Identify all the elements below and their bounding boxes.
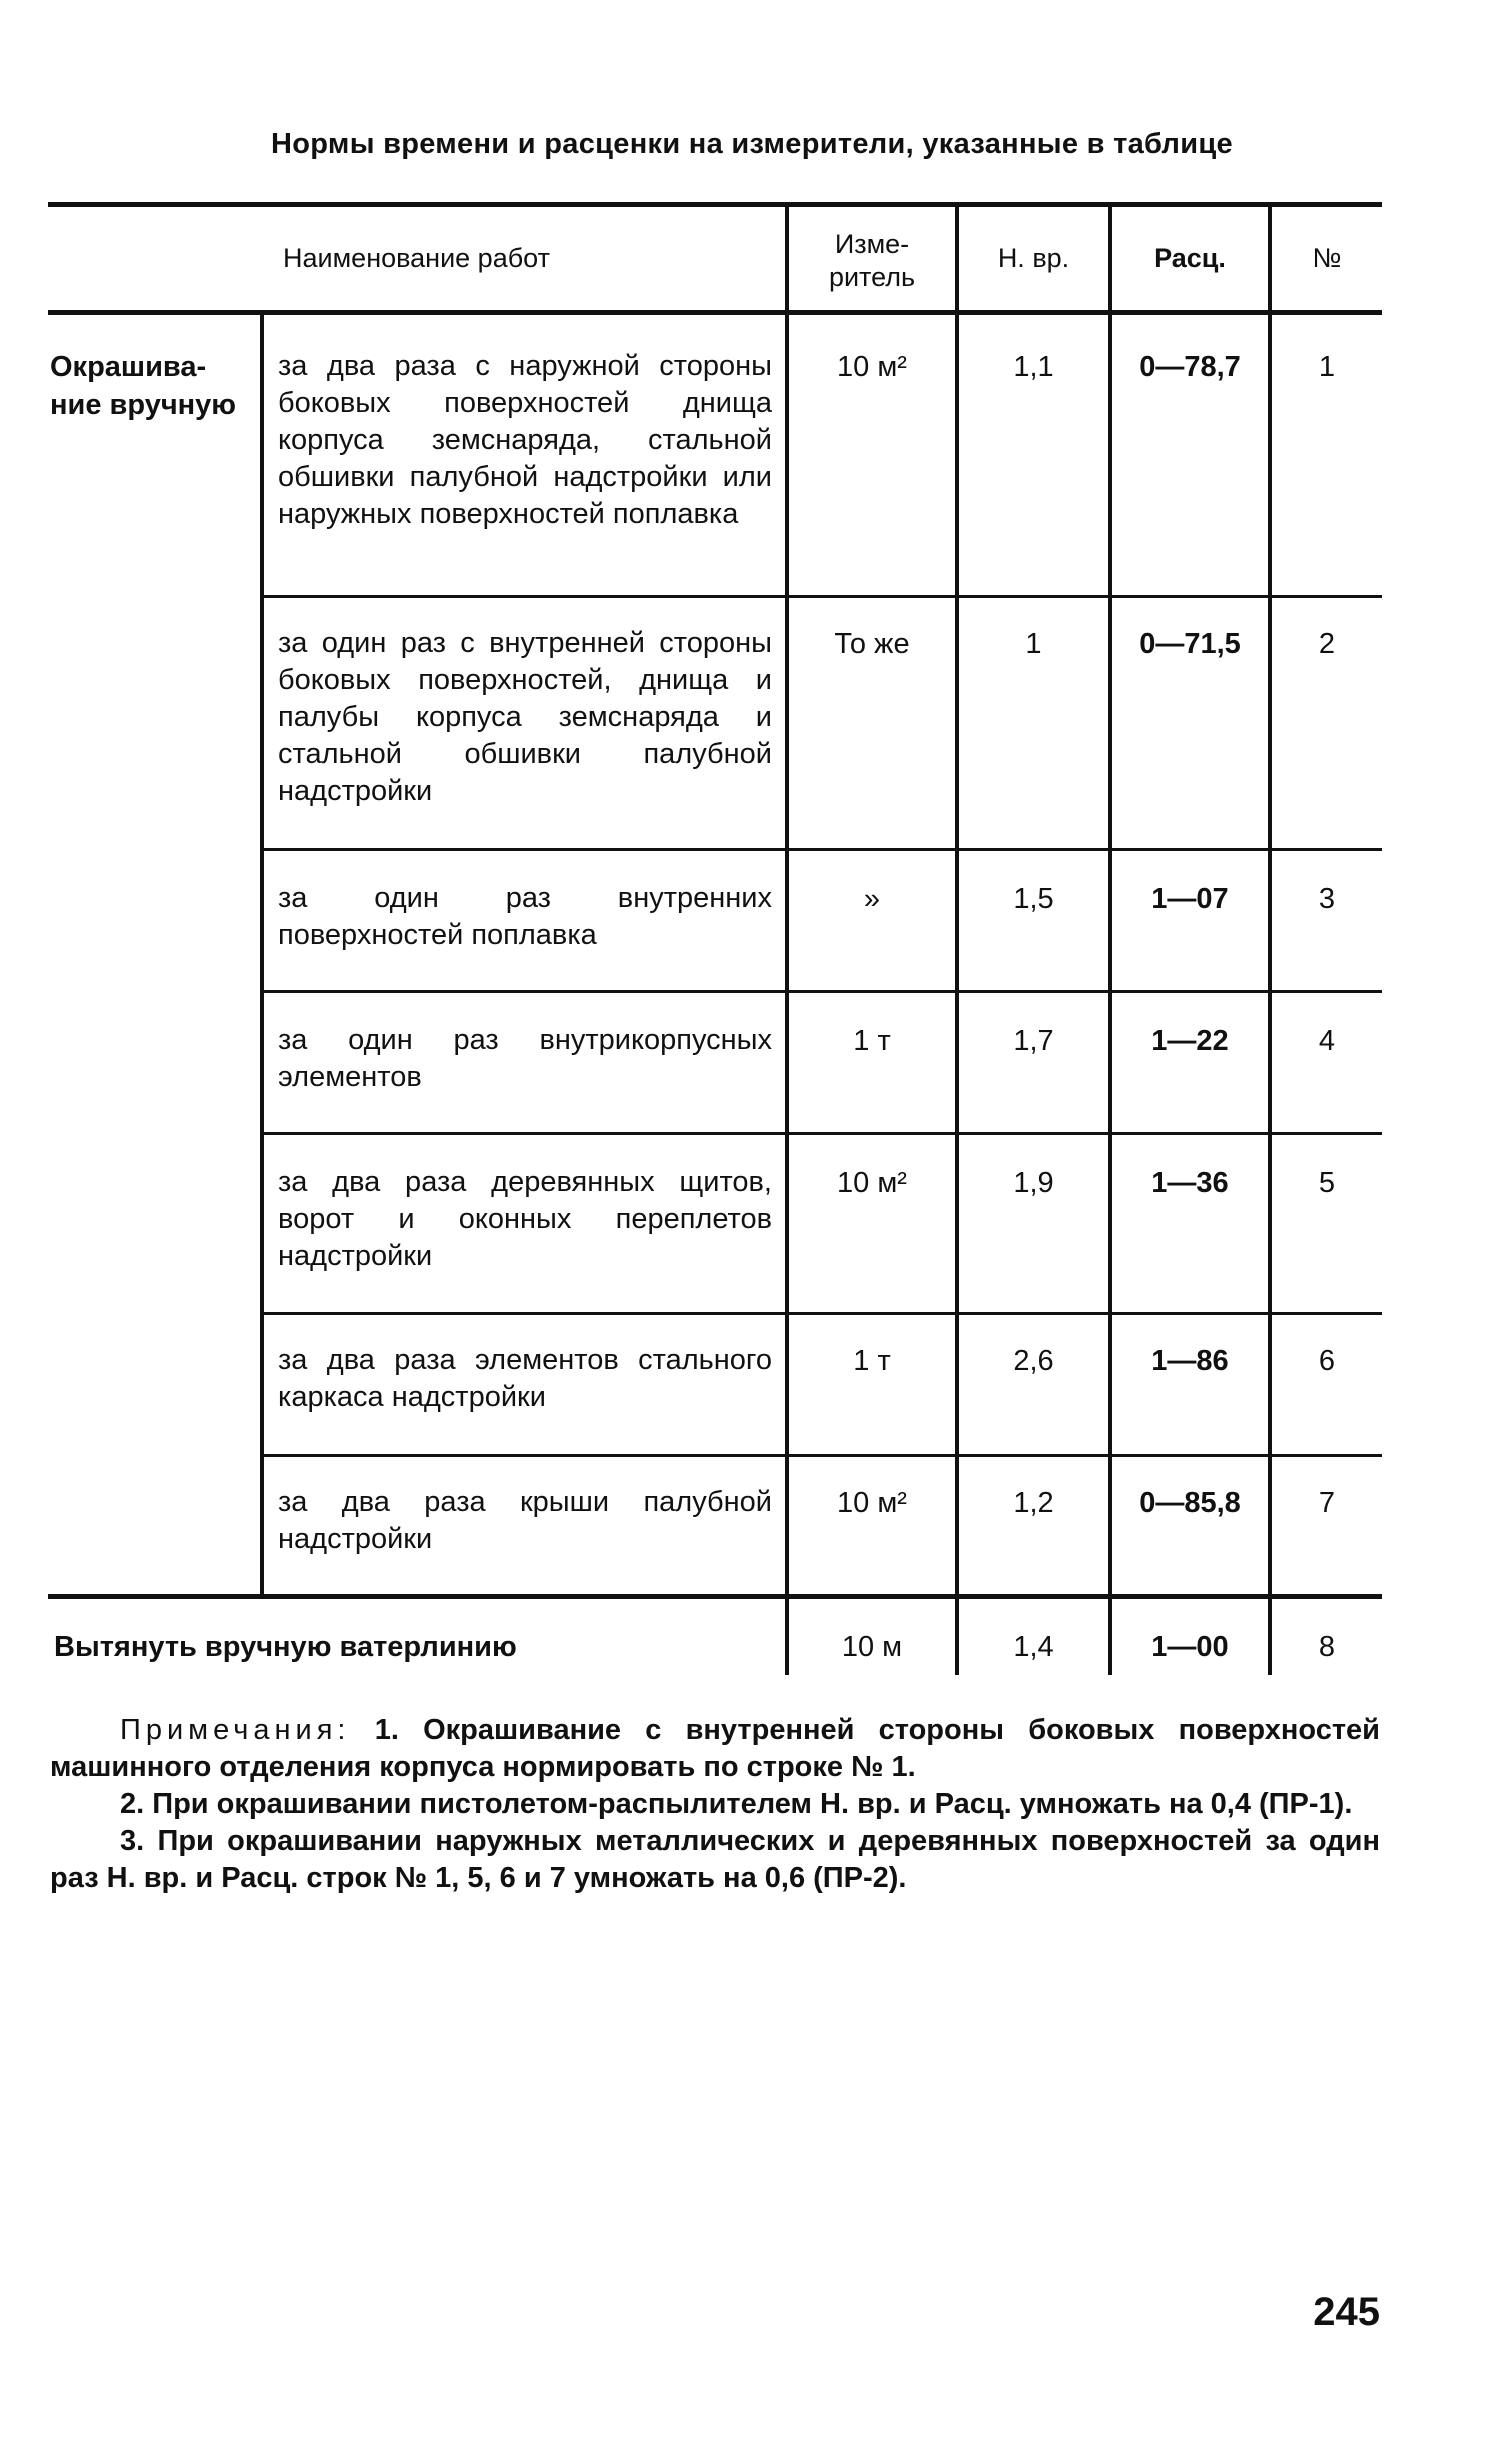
note-1 (50, 1712, 1380, 1786)
header-unit (789, 228, 955, 294)
row-4-unit: 1 т (853, 1025, 891, 1057)
row-6-rate: 1—86 (1151, 1345, 1229, 1377)
time-column-rule (955, 204, 959, 1675)
row-1-time: 1,1 (1013, 351, 1054, 383)
row-6-work: за два раза элементов стального каркаса надстройки (278, 1344, 772, 1413)
row-3-rate: 1—07 (1151, 883, 1229, 915)
row-5-num: 5 (1318, 1167, 1336, 1199)
row-7-unit: 10 м² (837, 1487, 907, 1519)
row-7-time: 1,2 (1013, 1487, 1054, 1519)
row-1-rate: 0—78,7 (1139, 351, 1241, 383)
row-7-rate: 0—85,8 (1139, 1487, 1241, 1519)
row-6-num: 6 (1318, 1345, 1336, 1377)
row-divider (260, 990, 1382, 993)
row-8-work: Вытянуть вручную ватерлинию (54, 1631, 517, 1663)
row-3-time: 1,5 (1013, 883, 1054, 915)
table-top-rule (48, 202, 1382, 207)
header-unit-line1: Изме- (834, 229, 910, 259)
row-6-unit: 1 т (853, 1345, 891, 1377)
row-divider (260, 1454, 1382, 1457)
unit-column-rule (785, 204, 789, 1675)
norms-table (48, 200, 1382, 1675)
row-8-num: 8 (1318, 1631, 1336, 1663)
row-4-time: 1,7 (1013, 1025, 1054, 1057)
row-divider (260, 1312, 1382, 1315)
group-label-line2: ние вручную (50, 389, 237, 421)
row-2-rate: 0—71,5 (1139, 628, 1241, 660)
row-1-num: 1 (1318, 351, 1336, 383)
row-2-num: 2 (1318, 628, 1336, 660)
notes-section (50, 1712, 1380, 1897)
row-divider (260, 848, 1382, 851)
group-bottom-rule (48, 1594, 1382, 1599)
row-divider (260, 595, 1382, 598)
group-column-rule (260, 312, 264, 1596)
row-4-work: за один раз внутрикорпусных элементов (278, 1024, 772, 1093)
row-2-unit: То же (834, 628, 910, 660)
note-1-text: 1. Окрашивание с внутренней стороны боковых поверхностей машинного отделения корпуса нормировать по строке № 1. (50, 1714, 1380, 1783)
num-column-rule (1268, 204, 1272, 1675)
row-7-num: 7 (1318, 1487, 1336, 1519)
header-bottom-rule (48, 310, 1382, 315)
row-5-work: за два раза деревянных щитов, ворот и оконных переплетов надстройки (278, 1166, 772, 1272)
notes-heading: Примечания: (120, 1714, 351, 1746)
group-label-line1: Окрашива- (50, 351, 207, 383)
row-4-num: 4 (1318, 1025, 1336, 1057)
row-5-time: 1,9 (1013, 1167, 1054, 1199)
header-work: Наименование работ (283, 243, 550, 273)
row-3-work: за один раз внутренних поверхностей поплавка (278, 882, 772, 951)
row-7-work: за два раза крыши палубной надстройки (278, 1486, 772, 1555)
note-2: 2. При окрашивании пистолетом-распылителем Н. вр. и Расц. умножать на 0,4 (ПР-1). (120, 1788, 1353, 1820)
row-2-time: 1 (1025, 628, 1042, 660)
row-6-time: 2,6 (1013, 1345, 1054, 1377)
row-8-unit: 10 м (841, 1631, 903, 1663)
row-1-work: за два раза с наружной стороны боковых поверхностей днища корпуса земснаряда, стальной обшивки палубной надстройки или наружных поверхностей поплавка (278, 350, 772, 530)
page-title: Нормы времени и расценки на измерители, указанные в таблице (271, 128, 1233, 160)
group-label (50, 348, 255, 424)
row-8-time: 1,4 (1013, 1631, 1054, 1663)
header-unit-line2: ритель (828, 262, 916, 292)
row-3-unit: » (863, 883, 881, 915)
page-number: 245 (1313, 2290, 1380, 2334)
row-1-unit: 10 м² (837, 351, 907, 383)
row-2-work: за один раз с внутренней стороны боковых поверхностей, днища и палубы корпуса земснаряда и стальной обшивки палубной надстройки (278, 627, 772, 807)
header-num: № (1312, 243, 1342, 273)
row-4-rate: 1—22 (1151, 1025, 1229, 1057)
row-3-num: 3 (1318, 883, 1336, 915)
header-rate: Расц. (1154, 243, 1226, 273)
note-3: 3. При окрашивании наружных металлических и деревянных поверхностей за один раз Н. вр. и Расц. строк № 1, 5, 6 и 7 умножать на 0,6 (ПР-2). (50, 1825, 1380, 1894)
row-5-rate: 1—36 (1151, 1167, 1229, 1199)
header-time: Н. вр. (997, 243, 1070, 273)
row-5-unit: 10 м² (837, 1167, 907, 1199)
row-8-rate: 1—00 (1151, 1631, 1229, 1663)
rate-column-rule (1108, 204, 1112, 1675)
row-divider (260, 1132, 1382, 1135)
